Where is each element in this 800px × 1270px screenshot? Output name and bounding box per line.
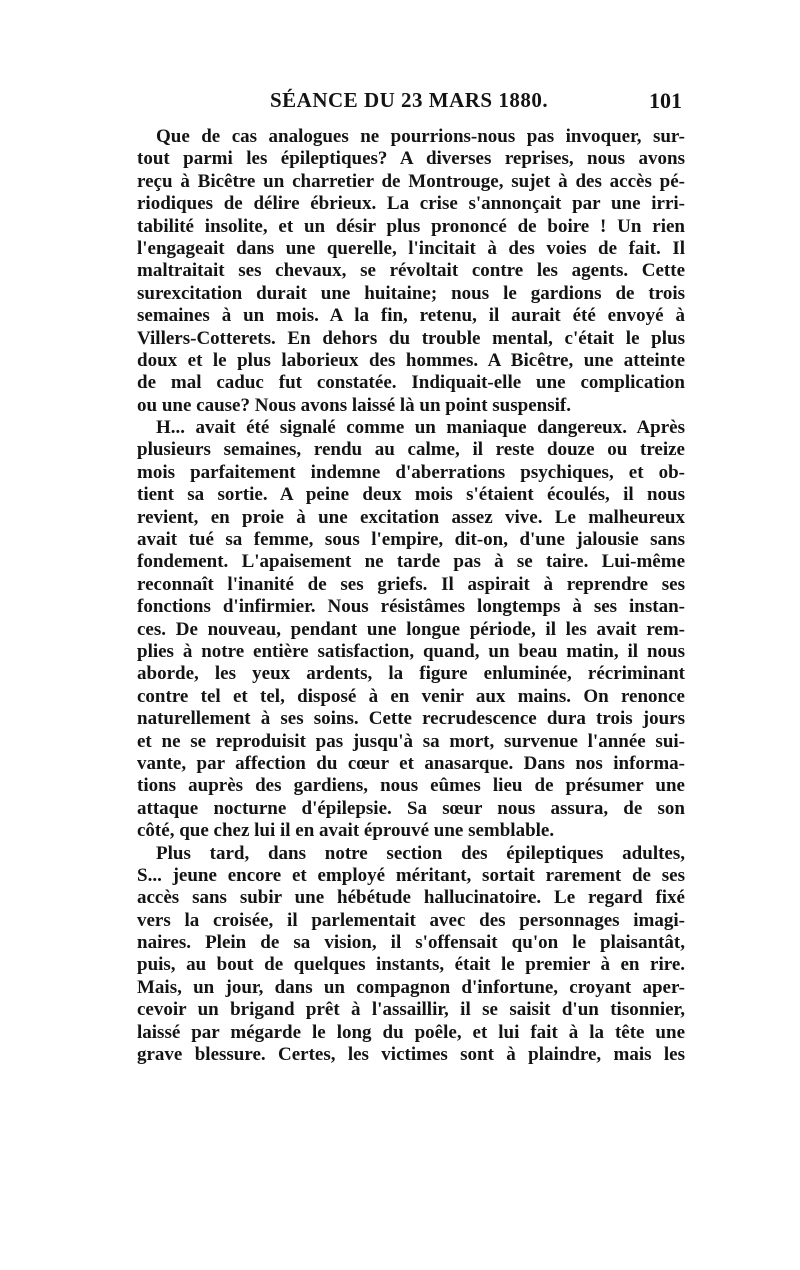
text-line: Plus tard, dans notre section des épileptiques adultes, [156,842,685,864]
running-title: SÉANCE DU 23 MARS 1880. [270,88,549,112]
text-line: avait tué sa femme, sous l'empire, dit-on, d'une jalousie sans [137,529,685,551]
text-line: et ne se reproduisit pas jusqu'à sa mort, survenue l'année sui- [137,730,685,752]
text-line: ces. De nouveau, pendant une longue période, il les avait rem- [137,618,685,640]
text-line: grave blessure. Certes, les victimes sont à plaindre, mais les [137,1044,685,1066]
text-line: tions auprès des gardiens, nous eûmes lieu de présumer une [137,775,685,797]
body-text [137,126,685,1066]
text-line: surexcitation durait une huitaine; nous le gardions de trois [137,282,685,304]
text-line: côté, que chez lui il en avait éprouvé une semblable. [137,820,555,842]
text-line: riodiques de délire ébrieux. La crise s'annonçait par une irri- [137,193,685,215]
text-line: contre tel et tel, disposé à en venir aux mains. On renonce [137,685,685,707]
text-line: cevoir un brigand prêt à l'assaillir, il se saisit d'un tisonnier, [137,999,685,1021]
text-line: naires. Plein de sa vision, il s'offensait qu'on le plaisantât, [137,932,685,954]
text-line: Que de cas analogues ne pourrions-nous pas invoquer, sur- [156,126,685,147]
text-line: doux et le plus laborieux des hommes. A Bicêtre, une atteinte [137,349,685,371]
text-line: l'engageait dans une querelle, l'incitait à des voies de fait. Il [137,237,685,259]
text-line: reçu à Bicêtre un charretier de Montrouge, sujet à des accès pé- [137,170,685,192]
text-line: de mal caduc fut constatée. Indiquait-elle une complication [137,372,685,394]
text-line: fondement. L'apaisement ne tarde pas à se taire. Lui-même [137,551,685,573]
text-line: plies à notre entière satisfaction, quand, un beau matin, il nous [137,640,685,662]
text-line: S... jeune encore et employé méritant, sortait rarement de ses [137,864,685,886]
text-line: fonctions d'infirmier. Nous résistâmes longtemps à ses instan- [137,596,685,618]
running-head [140,88,682,118]
text-line: attaque nocturne d'épilepsie. Sa sœur nous assura, de son [137,797,685,819]
text-line: accès sans subir une hébétude hallucinatoire. Le regard fixé [137,887,685,909]
text-line: tabilité insolite, et un désir plus prononcé de boire ! Un rien [137,215,685,237]
text-line: Mais, un jour, dans un compagnon d'infortune, croyant aper- [137,976,685,998]
text-line: maltraitait ses chevaux, se révoltait contre les agents. Cette [137,260,685,282]
page-number: 101 [649,88,682,113]
text-line: ou une cause? Nous avons laissé là un point suspensif. [137,394,571,416]
text-line: revient, en proie à une excitation assez vive. Le malheureux [137,506,685,528]
text-line: vers la croisée, il parlementait avec des personnages imagi- [137,909,685,931]
text-line: semaines à un mois. A la fin, retenu, il aurait été envoyé à [137,305,685,327]
text-line: aborde, les yeux ardents, la figure enluminée, récriminant [137,663,685,685]
text-line: laissé par mégarde le long du poêle, et lui fait à la tête une [137,1021,685,1043]
text-line: mois parfaitement indemne d'aberrations psychiques, et ob- [137,461,685,483]
text-line: tient sa sortie. A peine deux mois s'étaient écoulés, il nous [137,484,685,506]
text-line: naturellement à ses soins. Cette recrudescence dura trois jours [137,708,685,730]
text-line: H... avait été signalé comme un maniaque dangereux. Après [156,417,685,439]
text-line: tout parmi les épileptiques? A diverses reprises, nous avons [137,148,685,170]
text-line: plusieurs semaines, rendu au calme, il reste douze ou treize [137,439,685,461]
text-line: Villers-Cotterets. En dehors du trouble mental, c'était le plus [137,327,685,349]
text-line: reconnaît l'inanité de ses griefs. Il aspirait à reprendre ses [137,573,685,595]
text-line: vante, par affection du cœur et anasarque. Dans nos informa- [137,752,685,774]
text-line: puis, au bout de quelques instants, était le premier à en rire. [137,954,685,976]
